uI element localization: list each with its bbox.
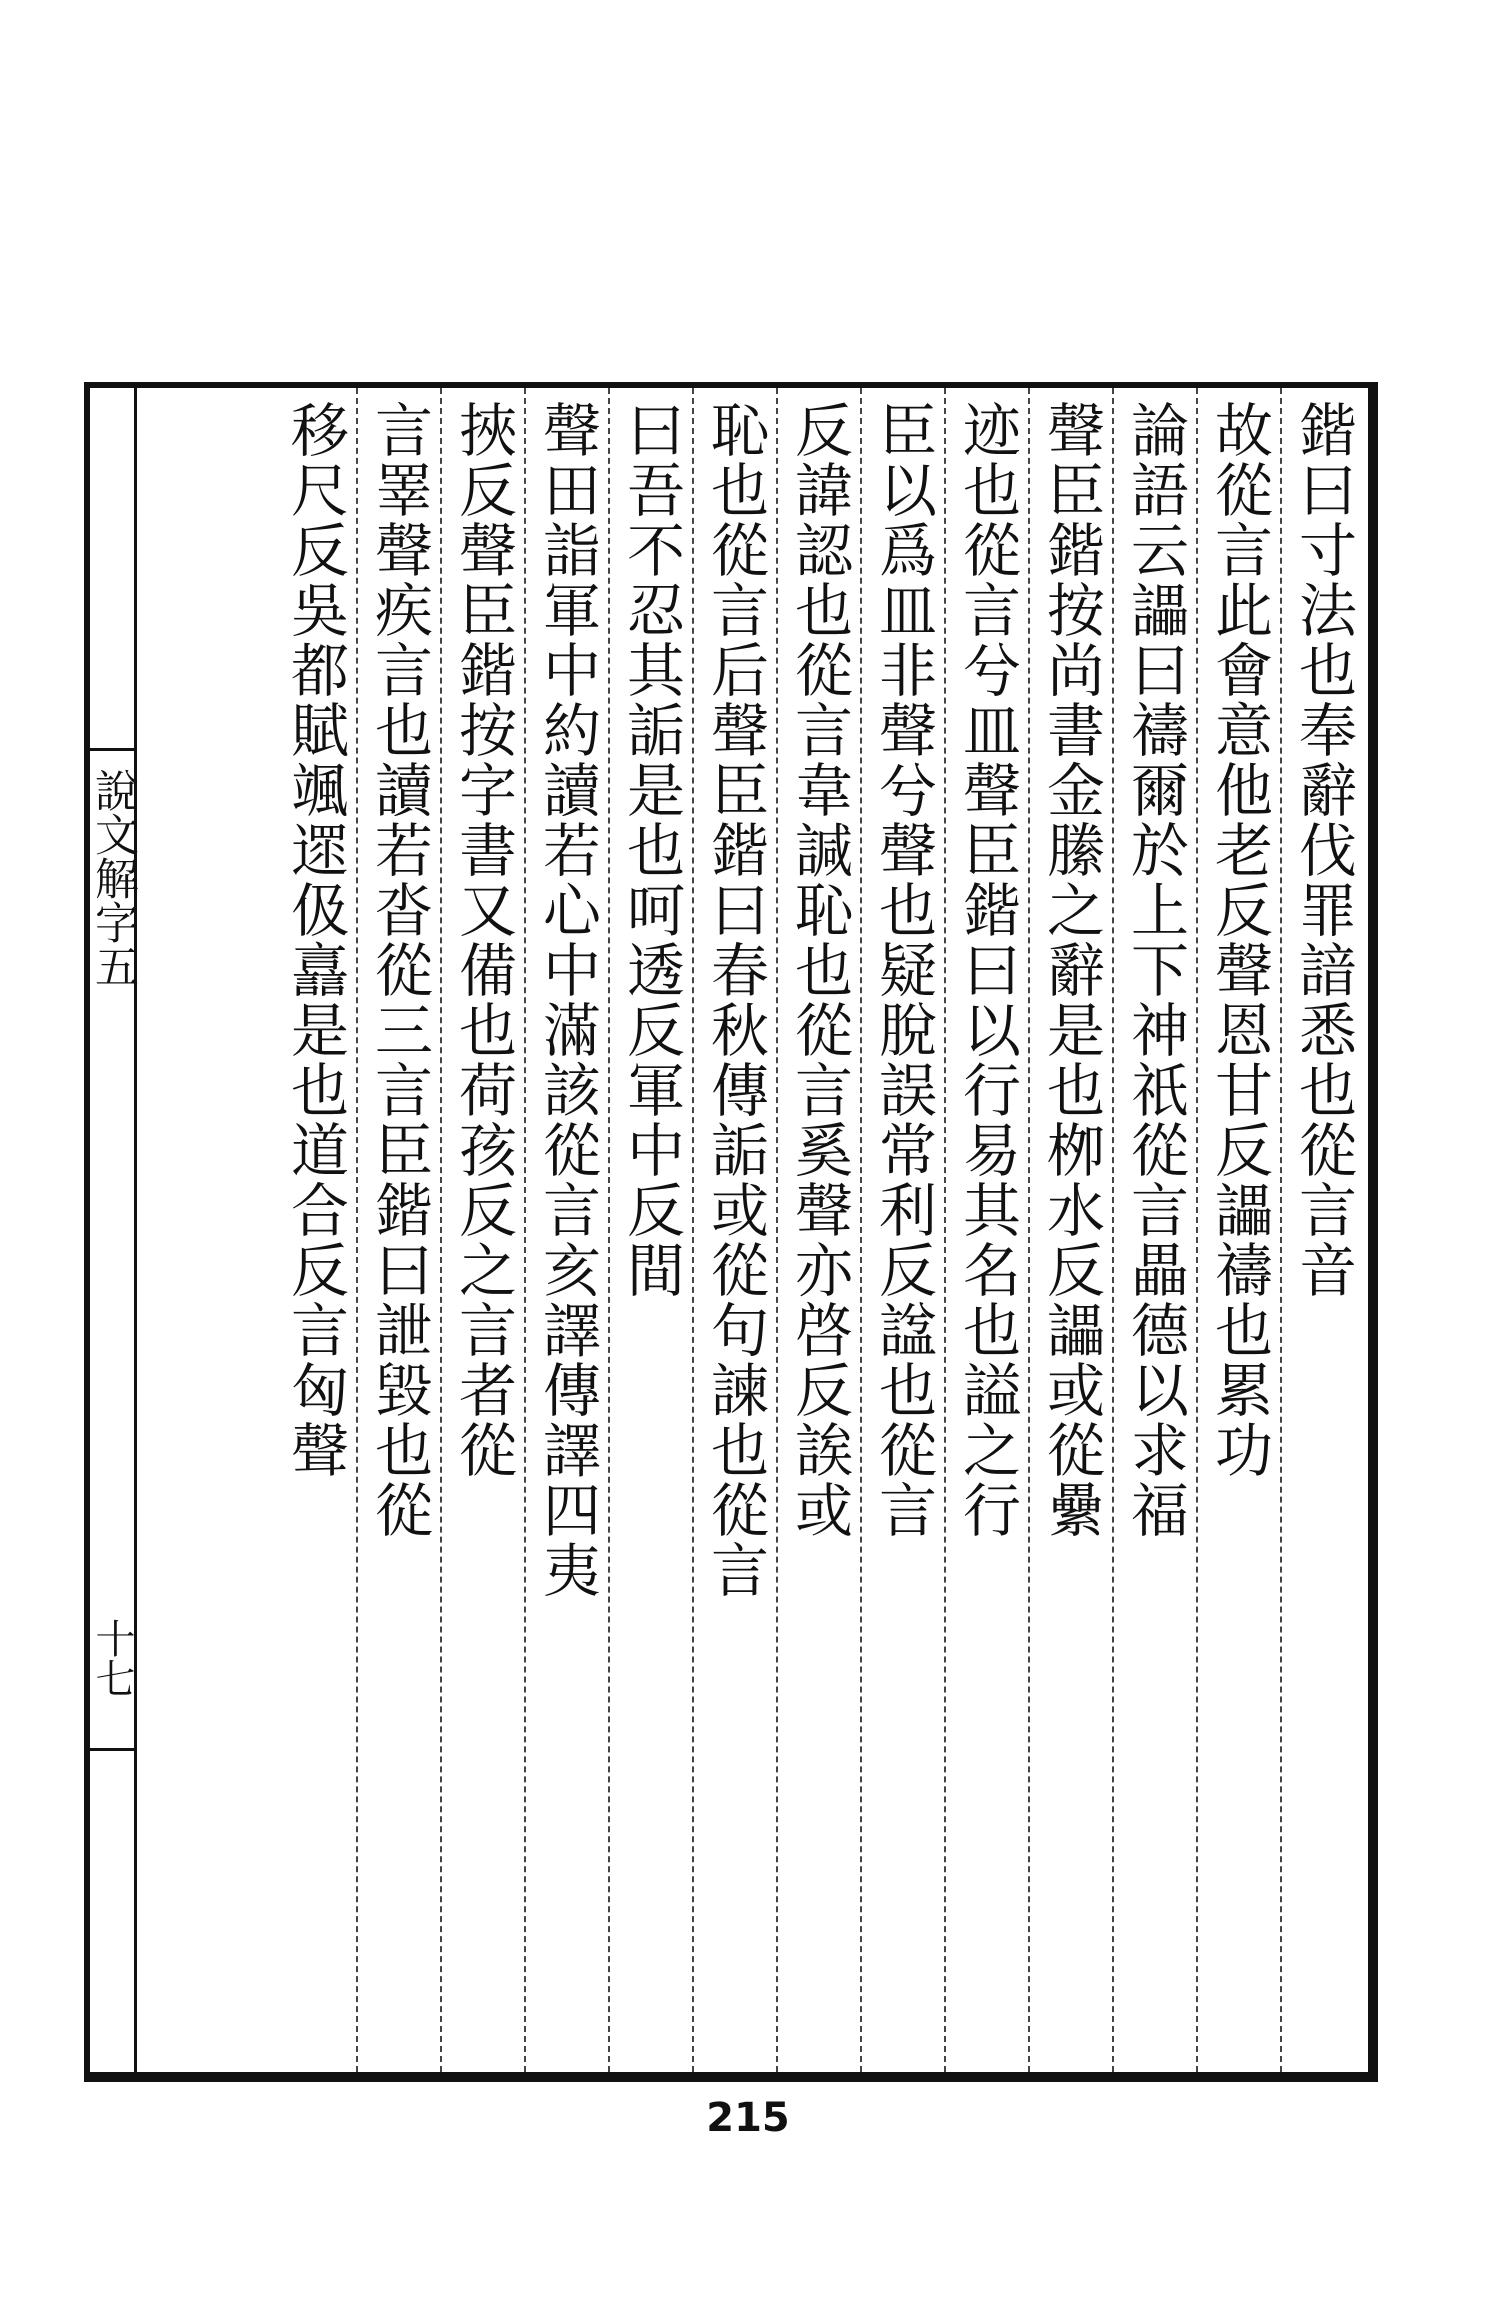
text-column: 曰吾不忍其詬是也呵透反軍中反間 <box>617 400 685 1300</box>
text-column: 迹也從言兮皿聲臣鍇曰以行易其名也謚之行 <box>953 400 1021 1540</box>
column-separator <box>1028 388 1030 2072</box>
column-separator <box>944 388 946 2072</box>
column-separator <box>356 388 358 2072</box>
margin-rule <box>90 748 134 751</box>
text-column: 恥也從言后聲臣鍇曰春秋傳詬或從句諫也從言 <box>701 400 769 1600</box>
column-separator <box>440 388 442 2072</box>
page-frame <box>84 382 1378 2082</box>
column-separator <box>524 388 526 2072</box>
text-column: 言睪聲疾言也讀若沓從三言臣鍇曰詍毀也從 <box>365 400 433 1540</box>
text-column: 挾反聲臣鍇按字書又備也荷孩反之言者從 <box>449 400 517 1480</box>
column-separator <box>776 388 778 2072</box>
margin-title: 說文解字五 <box>87 768 138 988</box>
text-column: 聲田詣軍中約讀若心中滿該從言亥譯傳譯四夷 <box>533 400 601 1600</box>
text-column: 論語云讄曰禱爾於上下神祇從言畾德以求福 <box>1121 400 1189 1540</box>
column-separator <box>692 388 694 2072</box>
margin-rule <box>90 1748 134 1751</box>
column-separator <box>1196 388 1198 2072</box>
text-column: 故從言此會意他老反聲恩甘反讄禱也累功 <box>1205 400 1273 1480</box>
text-column: 反諱認也從言韋諴恥也從言奚聲亦啓反誒或 <box>785 400 853 1540</box>
page-number: 215 <box>706 2095 790 2141</box>
text-column: 移尺反吳都賦颯遝伋譶是也道合反言匈聲 <box>281 400 349 1480</box>
text-column: 聲臣鍇按尚書金縢之辭是也栁水反讄或從纍 <box>1037 400 1105 1540</box>
column-separator <box>1112 388 1114 2072</box>
margin-folio: 十七 <box>89 1618 135 1698</box>
text-column: 臣以爲皿非聲兮聲也疑脫誤常利反諡也從言 <box>869 400 937 1540</box>
text-column: 鍇曰寸法也奉辭伐罪諳悉也從言音 <box>1289 400 1357 1300</box>
column-separator <box>608 388 610 2072</box>
page-margin <box>87 388 138 2072</box>
column-separator <box>860 388 862 2072</box>
column-separator <box>1280 388 1282 2072</box>
